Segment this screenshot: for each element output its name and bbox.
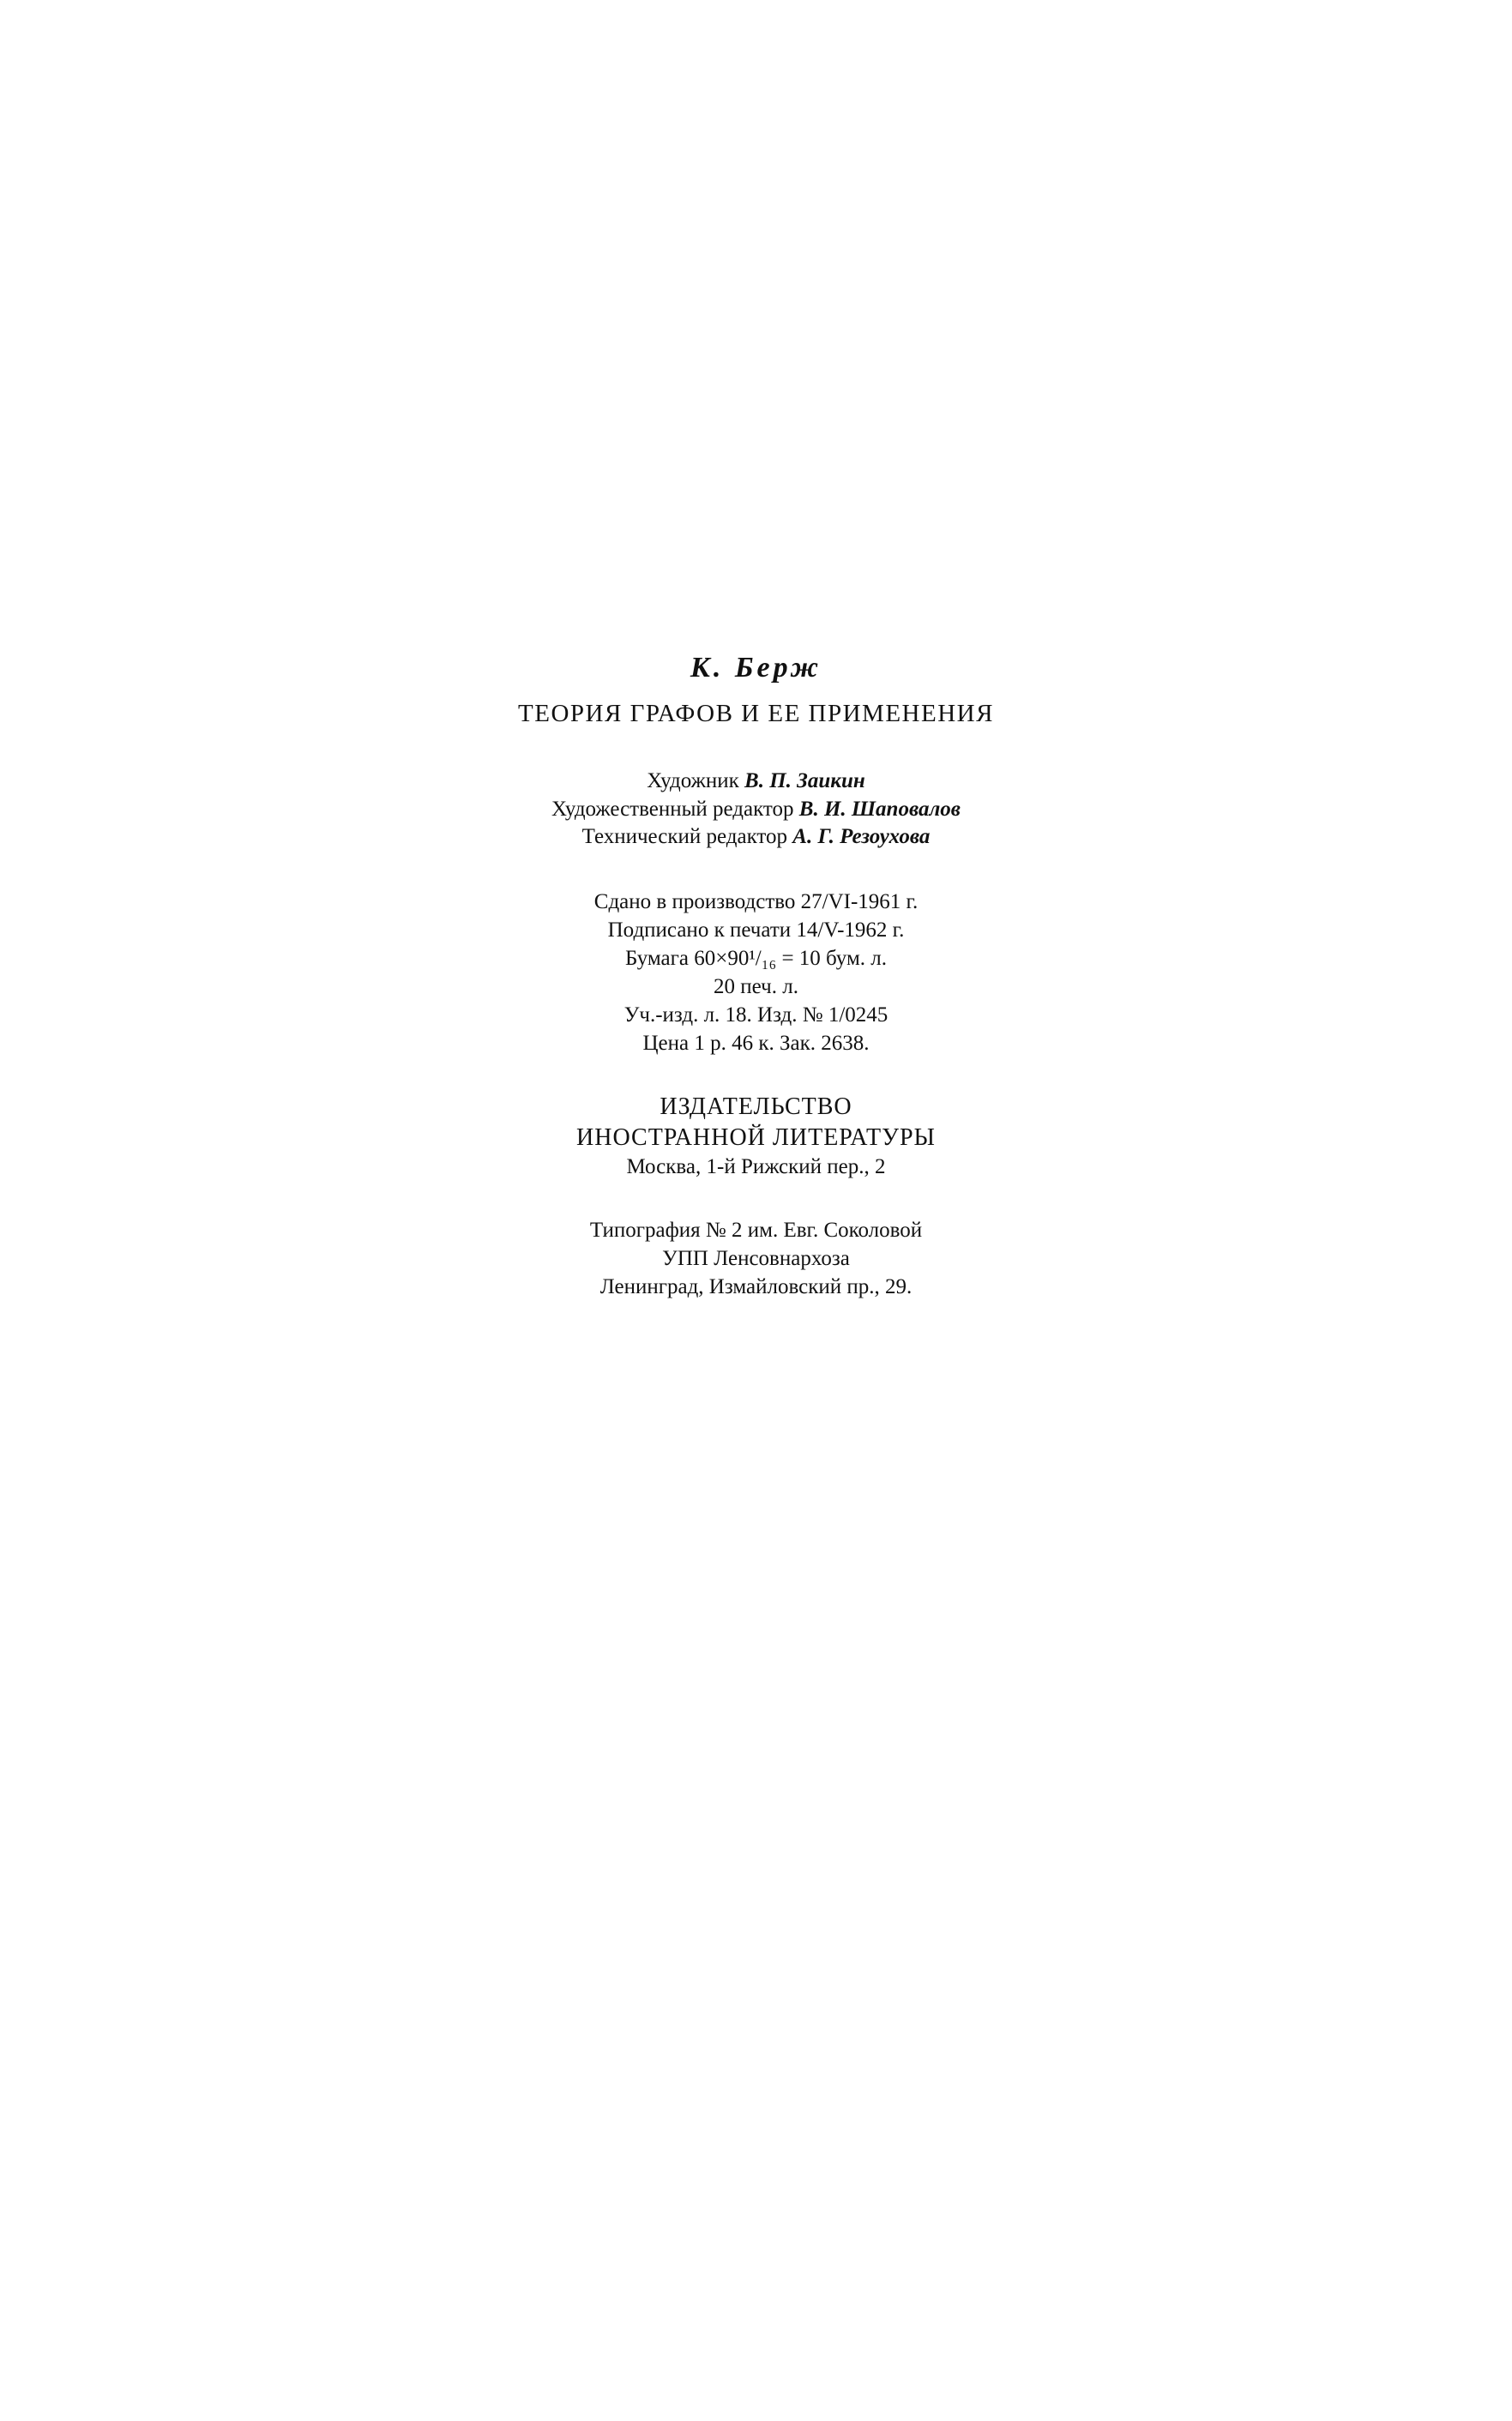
production-line: Сдано в производство 27/VI-1961 г.: [593, 889, 919, 913]
production-line: 20 печ. л.: [714, 974, 798, 998]
publisher-block: [0, 1092, 1512, 1182]
production-line: Бумага 60×90¹/₁₆ = 10 бум. л.: [624, 946, 888, 970]
production-line: Уч.-изд. л. 18. Изд. № 1/0245: [623, 1003, 889, 1027]
publisher-line-2: ИНОСТРАННОЙ ЛИТЕРАТУРЫ: [576, 1123, 936, 1151]
credit-line: [0, 768, 1512, 796]
credit-person: В. П. Заикин: [744, 769, 865, 792]
production-line: Подписано к печати 14/V-1962 г.: [607, 918, 905, 942]
publisher-line-1: ИЗДАТЕЛЬСТВО: [660, 1093, 852, 1120]
credits-list: [0, 768, 1512, 852]
author-name: К. Берж: [690, 652, 822, 684]
credit-role: Художественный редактор: [551, 797, 794, 821]
credit-role: Технический редактор: [581, 825, 788, 848]
credit-line: [0, 796, 1512, 824]
credit-role: Художник: [647, 769, 739, 792]
credit-line: [0, 823, 1512, 852]
printer-line: Ленинград, Измайловский пр., 29.: [599, 1274, 913, 1298]
book-title: ТЕОРИЯ ГРАФОВ И ЕЕ ПРИМЕНЕНИЯ: [518, 700, 994, 727]
publisher-address: Москва, 1-й Рижский пер., 2: [626, 1155, 886, 1179]
credit-person: А. Г. Резоухова: [792, 825, 931, 848]
printer-block: [0, 1216, 1512, 1301]
production-details: [0, 888, 1512, 1057]
credit-person: В. И. Шаповалов: [798, 797, 961, 821]
production-line: Цена 1 р. 46 к. Зак. 2638.: [642, 1031, 870, 1055]
printer-line: УПП Ленсовнархоза: [662, 1246, 850, 1270]
printer-line: Типография № 2 им. Евг. Соколовой: [589, 1218, 923, 1242]
colophon-block: [0, 652, 1512, 1301]
